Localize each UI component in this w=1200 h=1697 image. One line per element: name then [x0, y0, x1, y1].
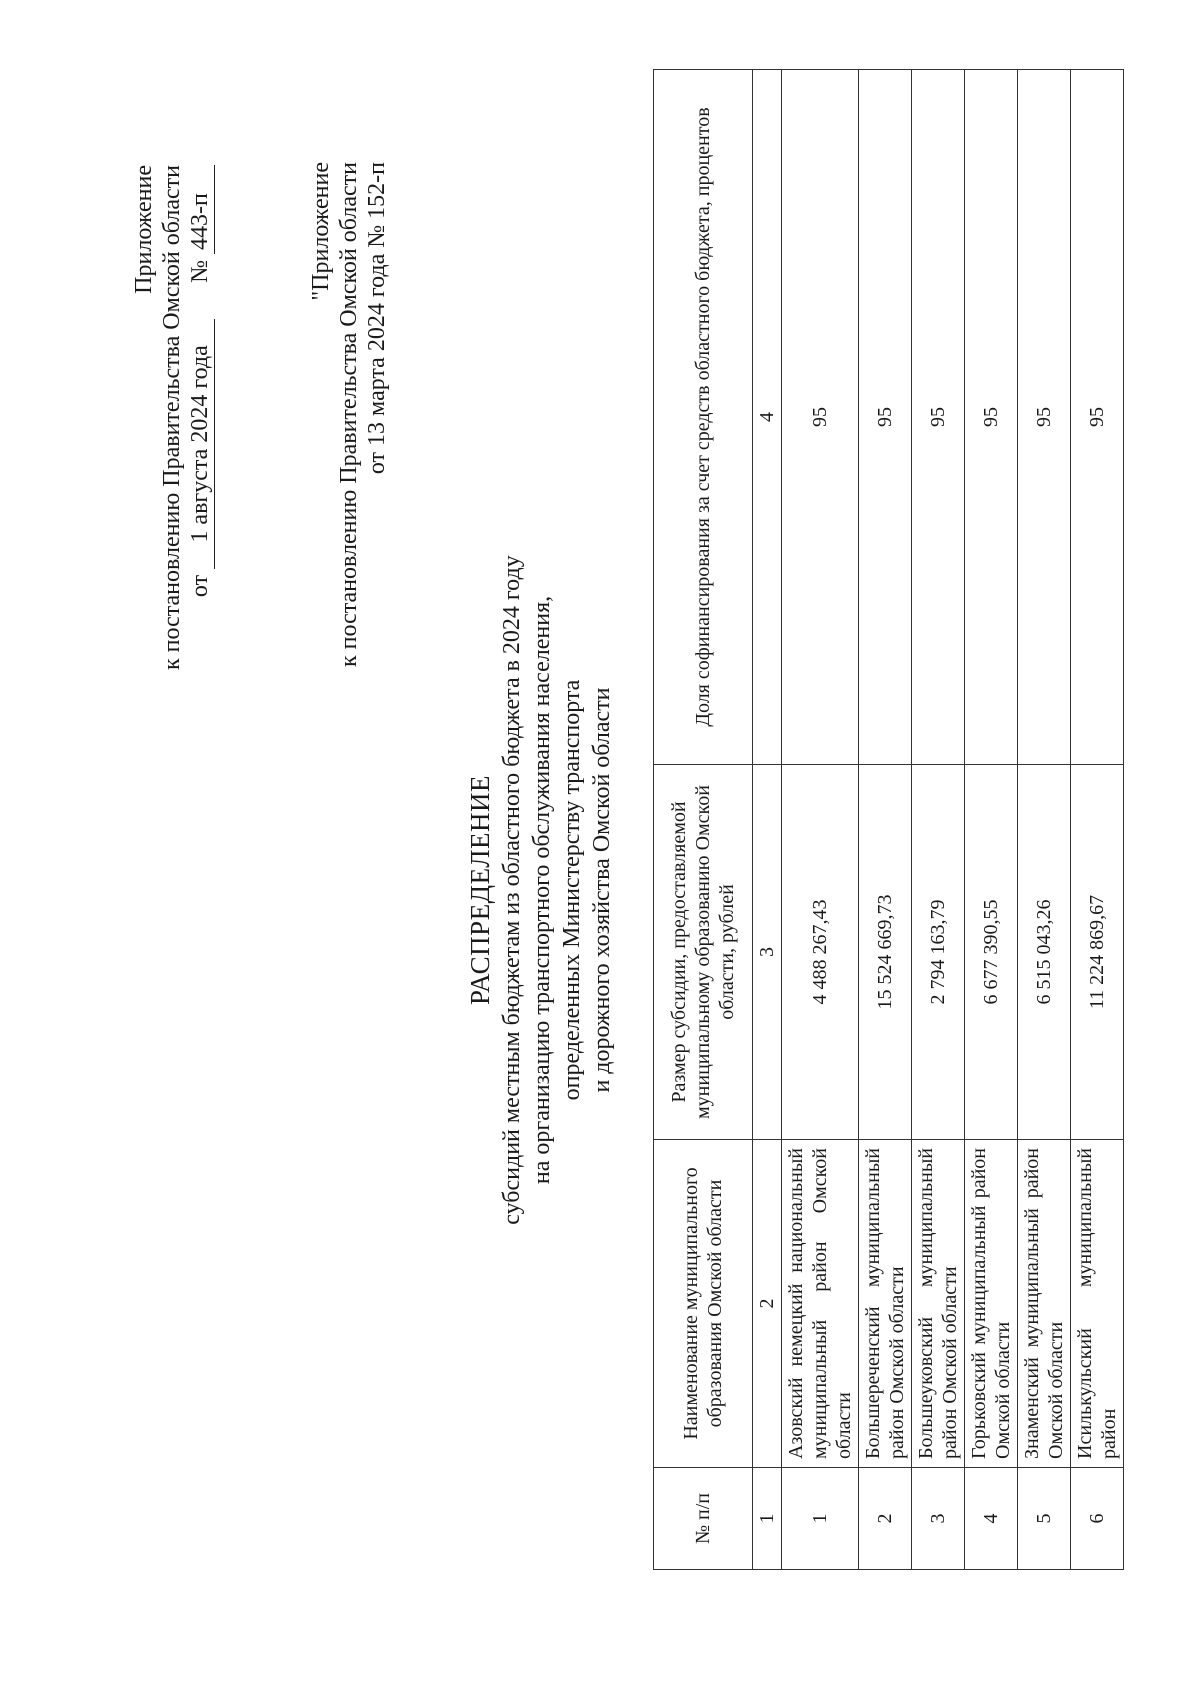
- resolution-date: 1 августа 2024 года: [186, 319, 215, 569]
- title-line-2: на организацию транспортного обслуживания населения,: [529, 595, 555, 1185]
- column-number: 4: [753, 70, 782, 765]
- original-date-number: от 13 марта 2024 года № 152-п: [364, 162, 390, 475]
- column-header-amount: Размер субсидии, предоставляемой муниципальному образованию Омской области, рублей: [654, 765, 753, 1140]
- row-number: 4: [965, 1468, 1018, 1570]
- subsidy-amount: 6 515 043,26: [1018, 765, 1071, 1140]
- appendix-header: [130, 165, 215, 670]
- column-number-row: [753, 70, 782, 1570]
- subsidy-amount: 2 794 163,79: [912, 765, 965, 1140]
- rotated-page: [35, 70, 1165, 1670]
- municipality-name: Азовский немецкий национальный муниципальный район Омской области: [782, 1140, 859, 1468]
- municipality-name: Знаменский муниципальный район Омской области: [1018, 1140, 1071, 1468]
- table-row: [1018, 70, 1071, 1570]
- municipality-name: Большереченский муниципальный район Омской области: [859, 1140, 912, 1468]
- appendix-label: Приложение: [131, 165, 157, 294]
- cofinancing-share: 95: [1071, 70, 1124, 765]
- column-header-name: Наименование муниципального образования Омской области: [654, 1140, 753, 1468]
- resolution-line: к постановлению Правительства Омской области: [159, 165, 185, 671]
- document-title: РАСПРЕДЕЛЕНИЕ: [465, 774, 495, 1006]
- cofinancing-share: 95: [912, 70, 965, 765]
- original-resolution-line: к постановлению Правительства Омской области: [336, 162, 362, 668]
- date-number-line: [186, 165, 215, 670]
- table-row: [782, 70, 859, 1570]
- municipality-name: Горьковский муниципальный район Омской области: [965, 1140, 1018, 1468]
- cofinancing-share: 95: [1018, 70, 1071, 765]
- municipality-name: Большеуковский муниципальный район Омской области: [912, 1140, 965, 1468]
- table-row: [965, 70, 1018, 1570]
- original-appendix-label: "Приложение: [308, 162, 334, 301]
- cofinancing-share: 95: [859, 70, 912, 765]
- table-row: [912, 70, 965, 1570]
- subsidy-amount: 4 488 267,43: [782, 765, 859, 1140]
- row-number: 2: [859, 1468, 912, 1570]
- column-number: 1: [753, 1468, 782, 1570]
- cofinancing-share: 95: [782, 70, 859, 765]
- from-label: от: [187, 574, 213, 598]
- row-number: 3: [912, 1468, 965, 1570]
- original-appendix-header: [307, 162, 391, 667]
- cofinancing-share: 95: [965, 70, 1018, 765]
- number-label: №: [187, 260, 213, 283]
- row-number: 5: [1018, 1468, 1071, 1570]
- row-number: 1: [782, 1468, 859, 1570]
- title-line-4: и дорожного хозяйства Омской области: [589, 687, 615, 1093]
- table-header-row: [654, 70, 753, 1570]
- column-number: 2: [753, 1140, 782, 1468]
- column-number: 3: [753, 765, 782, 1140]
- subsidy-amount: 6 677 390,55: [965, 765, 1018, 1140]
- row-number: 6: [1071, 1468, 1124, 1570]
- column-header-share: Доля софинансирования за счет средств областного бюджета, процентов: [654, 70, 753, 765]
- subsidy-distribution-table: [653, 69, 1124, 1570]
- subsidy-amount: 11 224 869,67: [1071, 765, 1124, 1140]
- column-header-number: № п/п: [654, 1468, 753, 1570]
- document-title-block: [465, 440, 617, 1340]
- resolution-number: 443-п: [186, 165, 215, 254]
- subsidy-amount: 15 524 669,73: [859, 765, 912, 1140]
- title-line-3: определенных Министерству транспорта: [559, 679, 585, 1101]
- table-row: [1071, 70, 1124, 1570]
- table-row: [859, 70, 912, 1570]
- municipality-name: Исилькульский муниципальный район: [1071, 1140, 1124, 1468]
- title-line-1: субсидий местным бюджетам из областного бюджета в 2024 году: [499, 555, 525, 1225]
